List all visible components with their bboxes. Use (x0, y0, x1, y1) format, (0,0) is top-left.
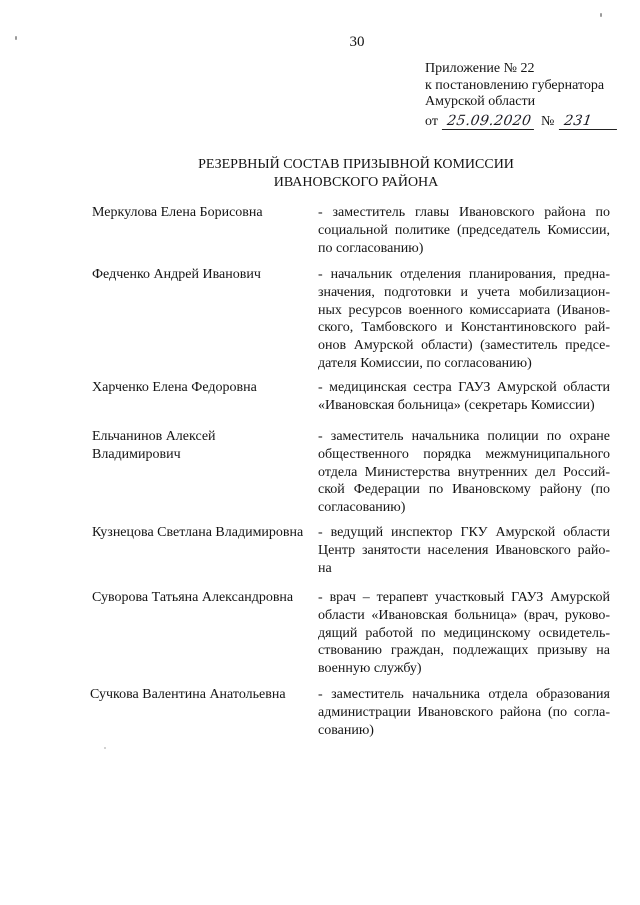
member-name-line: Меркулова Елена Борисовна (92, 205, 263, 220)
scan-speck (600, 13, 602, 17)
member-role-line: - ведущий инспектор ГКУ Амурской области (318, 525, 610, 540)
member-role-line: отдела Министерства внутренних дел Россий- (318, 464, 610, 480)
member-role (318, 204, 610, 257)
member-name-line: Ельчанинов Алексей (92, 429, 216, 444)
document-title-line: РЕЗЕРВНЫЙ СОСТАВ ПРИЗЫВНОЙ КОМИССИИ (198, 157, 514, 172)
member-role-line: ных ресурсов военного комиссариата (Иванов- (318, 302, 610, 318)
member-role-line: ствованию граждан, подлежащих призыву на (318, 643, 610, 659)
member-name-line: Владимирович (92, 446, 181, 462)
member-role-line: онов Амурской области) (заместитель предсе- (318, 338, 610, 354)
member-role (318, 524, 610, 577)
appendix-region: Амурской области (425, 94, 536, 110)
appendix-date-line (425, 112, 625, 131)
scan-speck (15, 36, 17, 40)
page-number: 30 (349, 34, 365, 50)
member-role-line: Центр занятости населения Ивановского райо- (318, 542, 610, 558)
member-role-line: социальной политике (председатель Комиссии, (318, 222, 610, 238)
member-role-line: - медицинская сестра ГАУЗ Амурской области (318, 380, 610, 395)
member-name (92, 204, 314, 222)
member-role-line: дящий работой по медицинскому освидетель- (318, 625, 610, 641)
member-role-line: сованию) (318, 722, 374, 738)
member-role (318, 379, 610, 415)
member-role-line: области «Ивановская больница» (врач, руково- (318, 607, 610, 623)
member-role-line: - врач – терапевт участковый ГАУЗ Амурской (318, 590, 610, 605)
member-role-line: - начальник отделения планирования, предна- (318, 267, 610, 282)
member-role-line: администрации Ивановского района (по согла- (318, 704, 610, 720)
member-name (92, 428, 314, 464)
document-title-line: ИВАНОВСКОГО РАЙОНА (273, 175, 439, 190)
member-role (318, 266, 610, 373)
member-role-line: - заместитель главы Ивановского района по (318, 205, 610, 220)
member-name-line: Федченко Андрей Иванович (92, 267, 261, 282)
member-role-line: значения, подготовки и учета мобилизацион- (318, 284, 610, 300)
member-role (318, 589, 610, 678)
handwritten-date: 25.09.2020 (442, 114, 536, 130)
scan-speck (104, 747, 106, 749)
appendix-block (425, 61, 625, 131)
member-role-line: - заместитель начальника отдела образования (318, 687, 610, 702)
member-role-line: ской Федерации по Ивановскому району (по (318, 482, 610, 498)
member-name-line: Сучкова Валентина Анатольевна (90, 687, 286, 702)
member-name (92, 524, 314, 542)
member-role (318, 428, 610, 517)
member-role-line: по согласованию) (318, 240, 424, 256)
handwritten-number: 231 (559, 114, 619, 130)
member-name (92, 266, 314, 284)
member-role-line: дателя Комиссии, по согласованию) (318, 355, 532, 371)
member-role-line: военную службу) (318, 661, 422, 677)
member-role-line: «Ивановская больница» (секретарь Комиссии) (318, 397, 595, 413)
appendix-number: Приложение № 22 (425, 61, 535, 76)
member-name (92, 589, 314, 607)
member-role-line: на (318, 560, 332, 576)
member-name-line: Суворова Татьяна Александровна (92, 590, 294, 605)
member-role-line: ского, Тамбовского и Константиновского рай- (318, 320, 610, 336)
member-name (92, 379, 314, 397)
member-name (90, 686, 312, 704)
member-name-line: Харченко Елена Федоровна (92, 380, 257, 395)
number-prefix: № (540, 113, 555, 129)
appendix-reference: к постановлению губернатора (425, 77, 605, 93)
member-role-line: - заместитель начальника полиции по охране (318, 429, 610, 444)
member-role-line: общественного порядка межмуниципального (318, 446, 610, 462)
date-prefix: от (425, 113, 438, 129)
member-name-line: Кузнецова Светлана Владимировна (92, 525, 304, 540)
document-title (92, 156, 620, 192)
member-role-line: согласованию) (318, 500, 406, 516)
member-role (318, 686, 610, 739)
